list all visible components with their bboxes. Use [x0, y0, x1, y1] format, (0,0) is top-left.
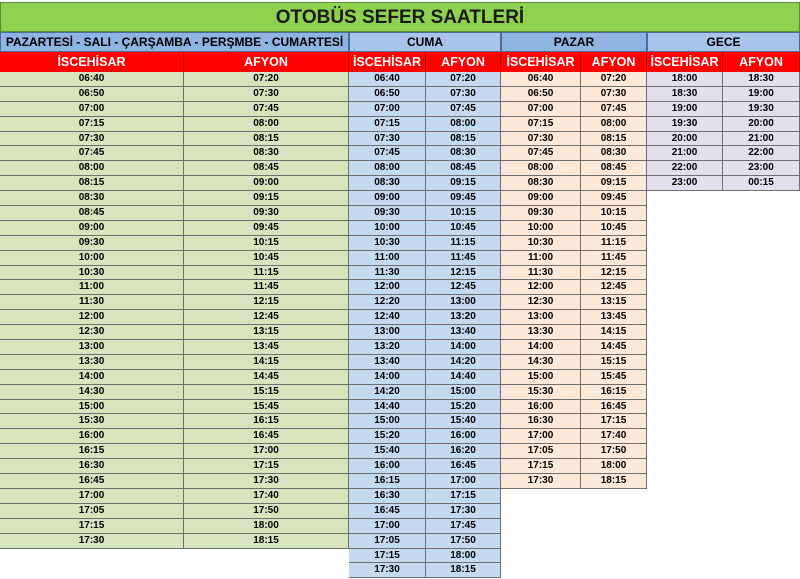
time-cell: 07:20: [184, 72, 349, 87]
time-cell: 08:15: [0, 176, 184, 191]
time-cell: 21:00: [723, 132, 800, 147]
time-cell: 13:00: [501, 310, 581, 325]
time-cell: 17:05: [0, 504, 184, 519]
time-cell: 13:00: [349, 325, 426, 340]
time-cell: 07:45: [184, 102, 349, 117]
time-cell: 14:00: [0, 370, 184, 385]
time-cell: 22:00: [723, 146, 800, 161]
time-cell: 07:45: [581, 102, 647, 117]
group-header-gece: GECE: [647, 32, 800, 52]
pazar-iscehisar-cells: [501, 72, 581, 489]
time-cell: 17:40: [581, 429, 647, 444]
time-cell: 18:30: [647, 87, 723, 102]
time-cell: 17:05: [501, 444, 581, 459]
time-cell: 12:30: [501, 295, 581, 310]
time-cell: 23:00: [723, 161, 800, 176]
column-header-afyon: AFYON: [581, 52, 647, 72]
column-header-iscehisar: İSCEHİSAR: [349, 52, 426, 72]
time-cell: 17:00: [0, 489, 184, 504]
time-cell: 12:15: [426, 266, 501, 281]
pazar-iscehisar-column: [501, 52, 581, 489]
time-cell: 09:00: [0, 221, 184, 236]
time-cell: 15:30: [501, 385, 581, 400]
time-cell: 17:30: [349, 563, 426, 578]
time-cell: 07:45: [349, 146, 426, 161]
time-cell: 08:45: [0, 206, 184, 221]
time-cell: 13:20: [426, 310, 501, 325]
time-cell: 09:00: [184, 176, 349, 191]
time-cell: 14:40: [349, 400, 426, 415]
time-cell: 16:00: [0, 429, 184, 444]
time-cell: 07:30: [501, 132, 581, 147]
time-cell: 14:00: [349, 370, 426, 385]
time-cell: 16:00: [501, 400, 581, 415]
time-cell: 17:05: [349, 534, 426, 549]
time-cell: 18:00: [647, 72, 723, 87]
time-cell: 11:15: [184, 266, 349, 281]
time-cell: 07:00: [349, 102, 426, 117]
time-cell: 14:15: [581, 325, 647, 340]
time-cell: 12:15: [184, 295, 349, 310]
time-cell: 16:30: [349, 489, 426, 504]
time-cell: 16:45: [184, 429, 349, 444]
time-cell: 20:00: [723, 117, 800, 132]
time-cell: 19:00: [647, 102, 723, 117]
time-cell: 11:00: [501, 251, 581, 266]
time-cell: 07:30: [349, 132, 426, 147]
time-cell: 07:15: [349, 117, 426, 132]
time-cell: 16:45: [426, 459, 501, 474]
time-cell: 15:40: [349, 444, 426, 459]
time-cell: 13:40: [426, 325, 501, 340]
time-cell: 09:00: [349, 191, 426, 206]
column-header-afyon: AFYON: [184, 52, 349, 72]
time-cell: 16:00: [349, 459, 426, 474]
weekdays-iscehisar-cells: [0, 72, 184, 549]
time-cell: 10:30: [0, 266, 184, 281]
gece-table: [647, 52, 800, 191]
time-cell: 15:00: [501, 370, 581, 385]
time-cell: 10:15: [426, 206, 501, 221]
pazar-afyon-column: [581, 52, 647, 489]
time-cell: 12:00: [349, 280, 426, 295]
time-cell: 17:45: [426, 519, 501, 534]
time-cell: 17:50: [184, 504, 349, 519]
time-cell: 14:30: [0, 385, 184, 400]
time-cell: 06:40: [0, 72, 184, 87]
time-cell: 16:30: [0, 459, 184, 474]
time-cell: 17:00: [501, 429, 581, 444]
time-cell: 21:00: [647, 146, 723, 161]
gece-afyon-cells: [723, 72, 800, 191]
column-header-iscehisar: İSCEHİSAR: [501, 52, 581, 72]
time-cell: 11:30: [501, 266, 581, 281]
time-cell: 08:30: [184, 146, 349, 161]
time-cell: 17:30: [0, 534, 184, 549]
time-cell: 10:45: [426, 221, 501, 236]
time-cell: 19:00: [723, 87, 800, 102]
time-cell: 07:00: [501, 102, 581, 117]
time-cell: 10:30: [501, 236, 581, 251]
time-cell: 11:00: [0, 280, 184, 295]
page-title: OTOBÜS SEFER SAATLERİ: [0, 2, 800, 32]
column-header-afyon: AFYON: [723, 52, 800, 72]
weekdays-iscehisar-column: [0, 52, 184, 549]
time-cell: 07:15: [0, 117, 184, 132]
time-cell: 09:45: [581, 191, 647, 206]
time-cell: 18:30: [723, 72, 800, 87]
time-cell: 09:30: [184, 206, 349, 221]
time-cell: 07:20: [426, 72, 501, 87]
time-cell: 06:40: [501, 72, 581, 87]
time-cell: 08:15: [426, 132, 501, 147]
time-cell: 06:50: [0, 87, 184, 102]
time-cell: 08:30: [349, 176, 426, 191]
time-cell: 07:00: [0, 102, 184, 117]
time-cell: 06:50: [349, 87, 426, 102]
time-cell: 13:40: [349, 355, 426, 370]
time-cell: 14:30: [501, 355, 581, 370]
gece-afyon-column: [723, 52, 800, 191]
time-cell: 17:15: [184, 459, 349, 474]
time-cell: 16:20: [426, 444, 501, 459]
time-cell: 06:40: [349, 72, 426, 87]
time-cell: 10:00: [501, 221, 581, 236]
cuma-table: [349, 52, 501, 578]
time-cell: 09:30: [501, 206, 581, 221]
time-cell: 18:00: [581, 459, 647, 474]
time-cell: 18:00: [184, 519, 349, 534]
time-cell: 15:00: [426, 385, 501, 400]
time-cell: 10:00: [349, 221, 426, 236]
time-cell: 11:45: [184, 280, 349, 295]
time-cell: 09:15: [184, 191, 349, 206]
time-cell: 15:40: [426, 414, 501, 429]
time-cell: 16:15: [349, 474, 426, 489]
weekdays-afyon-column: [184, 52, 349, 549]
time-cell: 15:20: [349, 429, 426, 444]
time-cell: 18:15: [426, 563, 501, 578]
time-cell: 13:00: [0, 340, 184, 355]
time-cell: 08:00: [349, 161, 426, 176]
time-cell: 17:50: [426, 534, 501, 549]
time-cell: 18:00: [426, 549, 501, 564]
time-cell: 17:40: [184, 489, 349, 504]
time-cell: 14:00: [501, 340, 581, 355]
time-cell: 17:00: [349, 519, 426, 534]
time-cell: 07:30: [0, 132, 184, 147]
time-cell: 07:45: [501, 146, 581, 161]
time-cell: 09:45: [184, 221, 349, 236]
time-cell: 17:30: [184, 474, 349, 489]
time-cell: 16:45: [0, 474, 184, 489]
cuma-iscehisar-column: [349, 52, 426, 578]
column-header-iscehisar: İSCEHİSAR: [0, 52, 184, 72]
group-header-weekdays: PAZARTESİ - SALI - ÇARŞAMBA - PERŞMBE - CUMARTESİ: [0, 32, 349, 52]
time-cell: 17:15: [501, 459, 581, 474]
time-cell: 11:30: [349, 266, 426, 281]
column-header-iscehisar: İSCEHİSAR: [647, 52, 723, 72]
cuma-afyon-column: [426, 52, 501, 578]
gece-iscehisar-cells: [647, 72, 723, 191]
group-header-pazar: PAZAR: [501, 32, 647, 52]
time-cell: 19:30: [647, 117, 723, 132]
pazar-afyon-cells: [581, 72, 647, 489]
time-cell: 07:15: [501, 117, 581, 132]
time-cell: 10:15: [581, 206, 647, 221]
time-cell: 08:45: [426, 161, 501, 176]
cuma-afyon-cells: [426, 72, 501, 578]
time-cell: 13:00: [426, 295, 501, 310]
time-cell: 14:20: [349, 385, 426, 400]
time-cell: 07:30: [581, 87, 647, 102]
time-cell: 22:00: [647, 161, 723, 176]
time-cell: 07:30: [184, 87, 349, 102]
time-cell: 13:45: [184, 340, 349, 355]
time-cell: 08:30: [0, 191, 184, 206]
time-cell: 23:00: [647, 176, 723, 191]
time-cell: 08:45: [581, 161, 647, 176]
time-cell: 17:15: [426, 489, 501, 504]
time-cell: 09:45: [426, 191, 501, 206]
time-cell: 12:15: [581, 266, 647, 281]
time-cell: 15:00: [0, 400, 184, 415]
time-cell: 20:00: [647, 132, 723, 147]
time-cell: 08:45: [184, 161, 349, 176]
time-cell: 17:50: [581, 444, 647, 459]
time-cell: 08:00: [426, 117, 501, 132]
time-cell: 09:30: [349, 206, 426, 221]
time-cell: 00:15: [723, 176, 800, 191]
time-cell: 17:15: [0, 519, 184, 534]
time-cell: 08:15: [581, 132, 647, 147]
time-cell: 10:45: [581, 221, 647, 236]
time-cell: 10:45: [184, 251, 349, 266]
time-cell: 07:45: [426, 102, 501, 117]
time-cell: 18:15: [581, 474, 647, 489]
time-cell: 13:30: [0, 355, 184, 370]
time-cell: 14:40: [426, 370, 501, 385]
time-cell: 16:15: [0, 444, 184, 459]
time-cell: 10:00: [0, 251, 184, 266]
time-cell: 07:30: [426, 87, 501, 102]
time-cell: 12:45: [581, 280, 647, 295]
time-cell: 14:00: [426, 340, 501, 355]
time-cell: 11:45: [581, 251, 647, 266]
time-cell: 08:00: [501, 161, 581, 176]
time-cell: 15:30: [0, 414, 184, 429]
time-cell: 17:30: [501, 474, 581, 489]
time-cell: 15:45: [184, 400, 349, 415]
time-cell: 08:00: [0, 161, 184, 176]
time-cell: 17:15: [581, 414, 647, 429]
time-cell: 10:30: [349, 236, 426, 251]
time-cell: 18:15: [184, 534, 349, 549]
time-cell: 14:15: [184, 355, 349, 370]
time-cell: 14:45: [581, 340, 647, 355]
gece-iscehisar-column: [647, 52, 723, 191]
time-cell: 15:15: [581, 355, 647, 370]
time-cell: 10:15: [184, 236, 349, 251]
time-cell: 08:00: [184, 117, 349, 132]
time-cell: 11:15: [426, 236, 501, 251]
time-cell: 17:30: [426, 504, 501, 519]
time-cell: 15:45: [581, 370, 647, 385]
pazar-table: [501, 52, 647, 489]
time-cell: 07:20: [581, 72, 647, 87]
time-cell: 11:15: [581, 236, 647, 251]
time-cell: 13:45: [581, 310, 647, 325]
time-cell: 17:00: [184, 444, 349, 459]
time-cell: 13:15: [184, 325, 349, 340]
time-cell: 13:15: [581, 295, 647, 310]
time-cell: 15:15: [184, 385, 349, 400]
time-cell: 16:45: [581, 400, 647, 415]
time-cell: 09:15: [426, 176, 501, 191]
time-cell: 15:20: [426, 400, 501, 415]
time-cell: 08:00: [581, 117, 647, 132]
column-header-afyon: AFYON: [426, 52, 501, 72]
time-cell: 12:30: [0, 325, 184, 340]
time-cell: 08:15: [184, 132, 349, 147]
time-cell: 08:30: [581, 146, 647, 161]
weekdays-table: [0, 52, 349, 549]
time-cell: 15:00: [349, 414, 426, 429]
time-cell: 08:30: [426, 146, 501, 161]
time-cell: 12:00: [501, 280, 581, 295]
time-cell: 14:20: [426, 355, 501, 370]
time-cell: 11:00: [349, 251, 426, 266]
time-cell: 12:45: [426, 280, 501, 295]
time-cell: 13:30: [501, 325, 581, 340]
group-header-cuma: CUMA: [349, 32, 501, 52]
time-cell: 06:50: [501, 87, 581, 102]
time-cell: 16:15: [184, 414, 349, 429]
time-cell: 08:30: [501, 176, 581, 191]
time-cell: 16:15: [581, 385, 647, 400]
time-cell: 17:15: [349, 549, 426, 564]
time-cell: 16:30: [501, 414, 581, 429]
time-cell: 09:00: [501, 191, 581, 206]
time-cell: 09:30: [0, 236, 184, 251]
time-cell: 12:45: [184, 310, 349, 325]
weekdays-afyon-cells: [184, 72, 349, 549]
time-cell: 11:45: [426, 251, 501, 266]
time-cell: 12:20: [349, 295, 426, 310]
time-cell: 14:45: [184, 370, 349, 385]
time-cell: 16:45: [349, 504, 426, 519]
time-cell: 12:40: [349, 310, 426, 325]
time-cell: 09:15: [581, 176, 647, 191]
time-cell: 11:30: [0, 295, 184, 310]
time-cell: 12:00: [0, 310, 184, 325]
time-cell: 19:30: [723, 102, 800, 117]
time-cell: 16:00: [426, 429, 501, 444]
cuma-iscehisar-cells: [349, 72, 426, 578]
time-cell: 13:20: [349, 340, 426, 355]
time-cell: 07:45: [0, 146, 184, 161]
time-cell: 17:00: [426, 474, 501, 489]
